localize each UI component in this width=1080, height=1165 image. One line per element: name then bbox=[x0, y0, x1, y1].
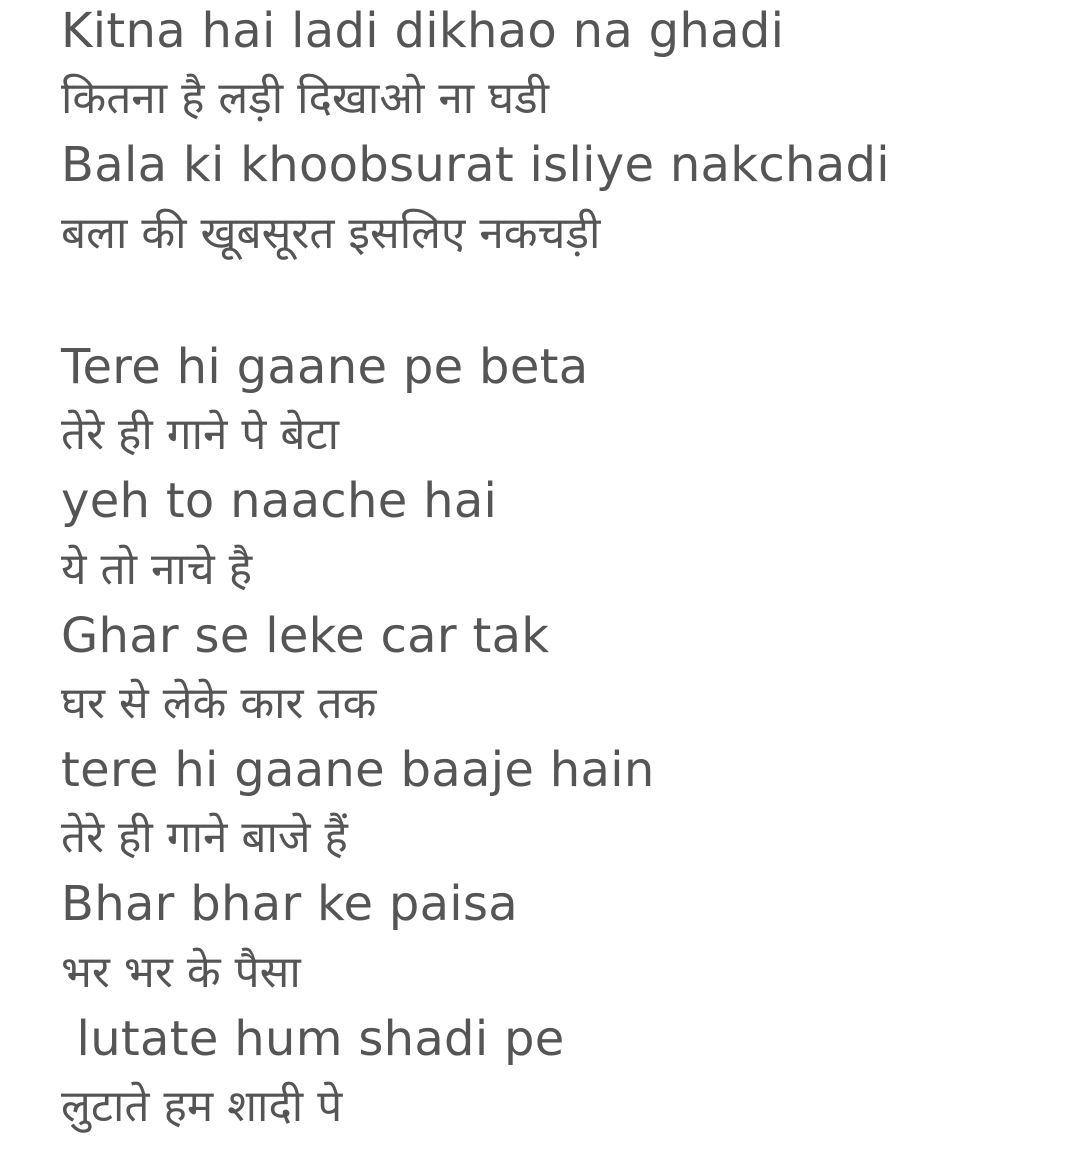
lyric-line-romanized: Bala ki khoobsurat isliye nakchadi bbox=[61, 137, 890, 194]
lyric-line-devanagari: तेरे ही गाने पे बेटा bbox=[61, 409, 340, 461]
lyric-line-devanagari: घर से लेके कार तक bbox=[61, 677, 377, 729]
lyric-line-devanagari: भर भर के पैसा bbox=[61, 946, 301, 998]
lyric-line-romanized: tere hi gaane baaje hain bbox=[61, 742, 655, 799]
lyric-line-devanagari: लुटाते हम शादी पे bbox=[61, 1081, 343, 1132]
lyric-line-devanagari: कितना है लड़ी दिखाओ ना घडी bbox=[61, 73, 550, 125]
lyrics-document bbox=[61, 0, 1061, 1140]
lyric-line-devanagari: तेरे ही गाने बाजे हैं bbox=[61, 812, 348, 864]
stanza-1 bbox=[61, 0, 1061, 267]
stanza-2 bbox=[61, 334, 1061, 1140]
lyric-line-devanagari: ये तो नाचे है bbox=[61, 543, 253, 595]
lyric-line-romanized: lutate hum shadi pe bbox=[61, 1010, 565, 1067]
lyric-line-romanized: Kitna hai ladi dikhao na ghadi bbox=[61, 3, 785, 59]
lyric-line-romanized: Ghar se leke car tak bbox=[61, 607, 550, 664]
lyric-line-romanized: yeh to naache hai bbox=[61, 473, 498, 530]
lyric-line-romanized: Tere hi gaane pe beta bbox=[61, 338, 589, 395]
lyric-line-romanized: Bhar bhar ke paisa bbox=[61, 876, 518, 933]
stanza-gap bbox=[61, 267, 1061, 334]
lyric-line-devanagari: बला की खूबसूरत इसलिए नकचड़ी bbox=[61, 207, 601, 259]
